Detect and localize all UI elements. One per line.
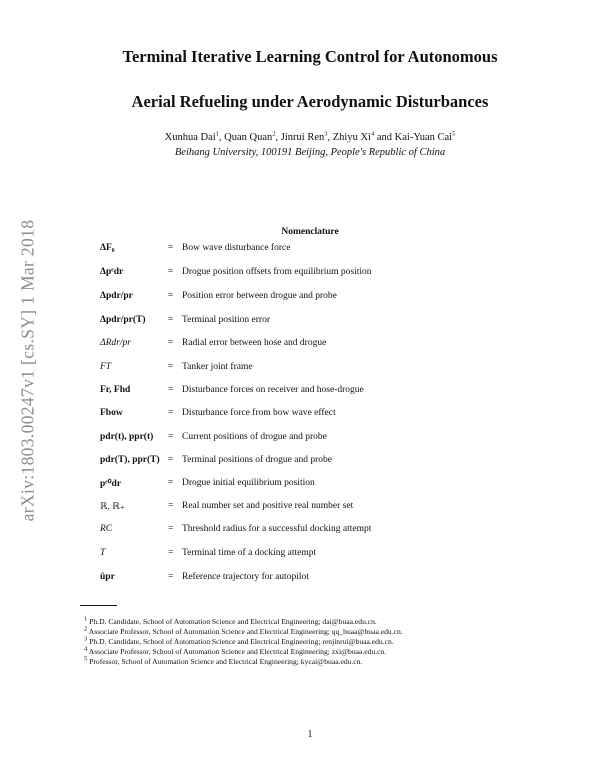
nomenclature-symbol: ûpr (100, 572, 115, 582)
equals-sign: = (168, 267, 174, 277)
footnote (84, 617, 564, 626)
equals-sign: = (168, 385, 174, 395)
nomenclature-row (100, 360, 520, 374)
author-mark: 3 (324, 130, 328, 138)
author-separator: and (374, 132, 395, 143)
author-name: Xunhua Dai (164, 132, 216, 143)
title-line-1: Terminal Iterative Learning Control for Autonomous (122, 47, 498, 66)
nomenclature-row (100, 453, 520, 467)
nomenclature-heading: Nomenclature (281, 227, 339, 237)
nomenclature-description: Position error between drogue and probe (182, 291, 337, 301)
footnote-mark: 2 (84, 625, 88, 633)
footnote-divider (80, 605, 117, 606)
nomenclature-row (100, 570, 520, 584)
nomenclature-symbol: T (100, 548, 106, 558)
nomenclature-symbol: ΔRdr/pr (100, 338, 131, 348)
equals-sign: = (168, 478, 174, 488)
author-separator: , (327, 132, 333, 143)
nomenclature-symbol: ℝ, ℝ₊ (100, 501, 125, 512)
nomenclature-description: Terminal position error (182, 315, 270, 325)
nomenclature-symbol: Fbow (100, 408, 123, 418)
footnote-text: Professor, School of Automation Science and Electrical Engineering; kycai@buaa.edu.cn. (89, 657, 363, 666)
footnote (84, 647, 564, 656)
author-mark: 5 (452, 130, 456, 138)
page-number: 1 (307, 729, 313, 740)
equals-sign: = (168, 243, 174, 253)
nomenclature-description: Radial error between hose and drogue (182, 338, 327, 348)
title-line-2: Aerial Refueling under Aerodynamic Disturbances (131, 92, 489, 111)
nomenclature-symbol: RC (100, 524, 113, 534)
nomenclature-description: Bow wave disturbance force (182, 243, 291, 253)
author-mark: 1 (215, 130, 219, 138)
equals-sign: = (168, 501, 174, 511)
nomenclature-row (100, 336, 520, 350)
author (281, 132, 333, 143)
equals-sign: = (168, 291, 174, 301)
footnote-text: Ph.D. Candidate, School of Automation Science and Electrical Engineering; dai@buaa.edu.cn. (89, 617, 377, 626)
author (333, 132, 395, 143)
nomenclature-symbol: Fr, Fhd (100, 385, 131, 395)
nomenclature-description: Disturbance forces on receiver and hose-drogue (182, 385, 364, 395)
nomenclature-row (100, 406, 520, 420)
footnote-mark: 3 (84, 635, 88, 643)
author (395, 132, 456, 143)
nomenclature-symbol: Δpdr/pr (100, 291, 133, 301)
nomenclature-description: Drogue position offsets from equilibrium position (182, 267, 372, 277)
equals-sign: = (168, 338, 174, 348)
nomenclature-symbol: pdr(T), ppr(T) (100, 455, 160, 465)
nomenclature-description: Terminal time of a docking attempt (182, 548, 317, 558)
nomenclature-description: Disturbance force from bow wave effect (182, 408, 336, 418)
footnote-text: Associate Professor, School of Automation Science and Electrical Engineering; qq_buaa@buaa.edu.cn. (88, 627, 403, 636)
equals-sign: = (168, 524, 174, 534)
nomenclature-row (100, 313, 520, 327)
equals-sign: = (168, 408, 174, 418)
footnote-mark: 1 (84, 615, 88, 623)
equals-sign: = (168, 455, 174, 465)
nomenclature-description: Real number set and positive real number set (182, 501, 354, 511)
nomenclature-row (100, 265, 520, 279)
nomenclature-symbol: pᵉ⁰dr (100, 478, 122, 489)
footnote-text: Associate Professor, School of Automation Science and Electrical Engineering; zxi@buaa.edu.cn. (88, 647, 387, 656)
nomenclature-symbol: FT (100, 362, 112, 372)
nomenclature-symbol: ΔF₀ (100, 243, 115, 253)
author (224, 132, 281, 143)
nomenclature-description: Threshold radius for a successful docking attempt (182, 524, 372, 534)
nomenclature-symbol: Δpᵉdr (100, 267, 124, 277)
nomenclature-row (100, 241, 520, 255)
author-separator: , (218, 132, 225, 143)
nomenclature-symbol: Δpdr/pr(T) (100, 315, 146, 325)
equals-sign: = (168, 362, 174, 372)
arxiv-stamp (8, 188, 48, 552)
nomenclature-description: Tanker joint frame (182, 362, 253, 372)
nomenclature-row (100, 289, 520, 303)
arxiv-stamp-text: arXiv:1803.00247v1 [cs.SY] 1 Mar 2018 (17, 219, 38, 521)
affiliation: Beihang University, 100191 Beijing, People's Republic of China (174, 147, 446, 158)
footnote-mark: 4 (84, 645, 88, 653)
nomenclature-row (100, 546, 520, 560)
author-name: Kai-Yuan Cai (394, 132, 453, 143)
nomenclature-symbol: pdr(t), ppr(t) (100, 432, 154, 442)
equals-sign: = (168, 548, 174, 558)
nomenclature-row (100, 383, 520, 397)
author-name: Jinrui Ren (280, 132, 325, 143)
author-list (40, 132, 580, 143)
footnote (84, 637, 564, 646)
nomenclature-row (100, 499, 520, 513)
footnote (84, 657, 564, 666)
nomenclature-row (100, 476, 520, 490)
footnote-mark: 5 (84, 655, 88, 663)
equals-sign: = (168, 315, 174, 325)
author-name: Zhiyu Xi (332, 132, 371, 143)
equals-sign: = (168, 572, 174, 582)
footnote (84, 627, 564, 636)
nomenclature-row (100, 522, 520, 536)
nomenclature-description: Current positions of drogue and probe (182, 432, 327, 442)
nomenclature-description: Reference trajectory for autopilot (182, 572, 309, 582)
author (165, 132, 225, 143)
author-separator: , (275, 132, 281, 143)
nomenclature-description: Drogue initial equilibrium position (182, 478, 315, 488)
equals-sign: = (168, 432, 174, 442)
author-mark: 4 (370, 130, 375, 138)
nomenclature-description: Terminal positions of drogue and probe (182, 455, 332, 465)
author-name: Quan Quan (224, 132, 273, 143)
nomenclature-row (100, 430, 520, 444)
footnote-text: Ph.D. Candidate, School of Automation Science and Electrical Engineering; renjinrui@buaa.edu.cn. (89, 637, 394, 646)
author-mark: 2 (272, 130, 276, 138)
